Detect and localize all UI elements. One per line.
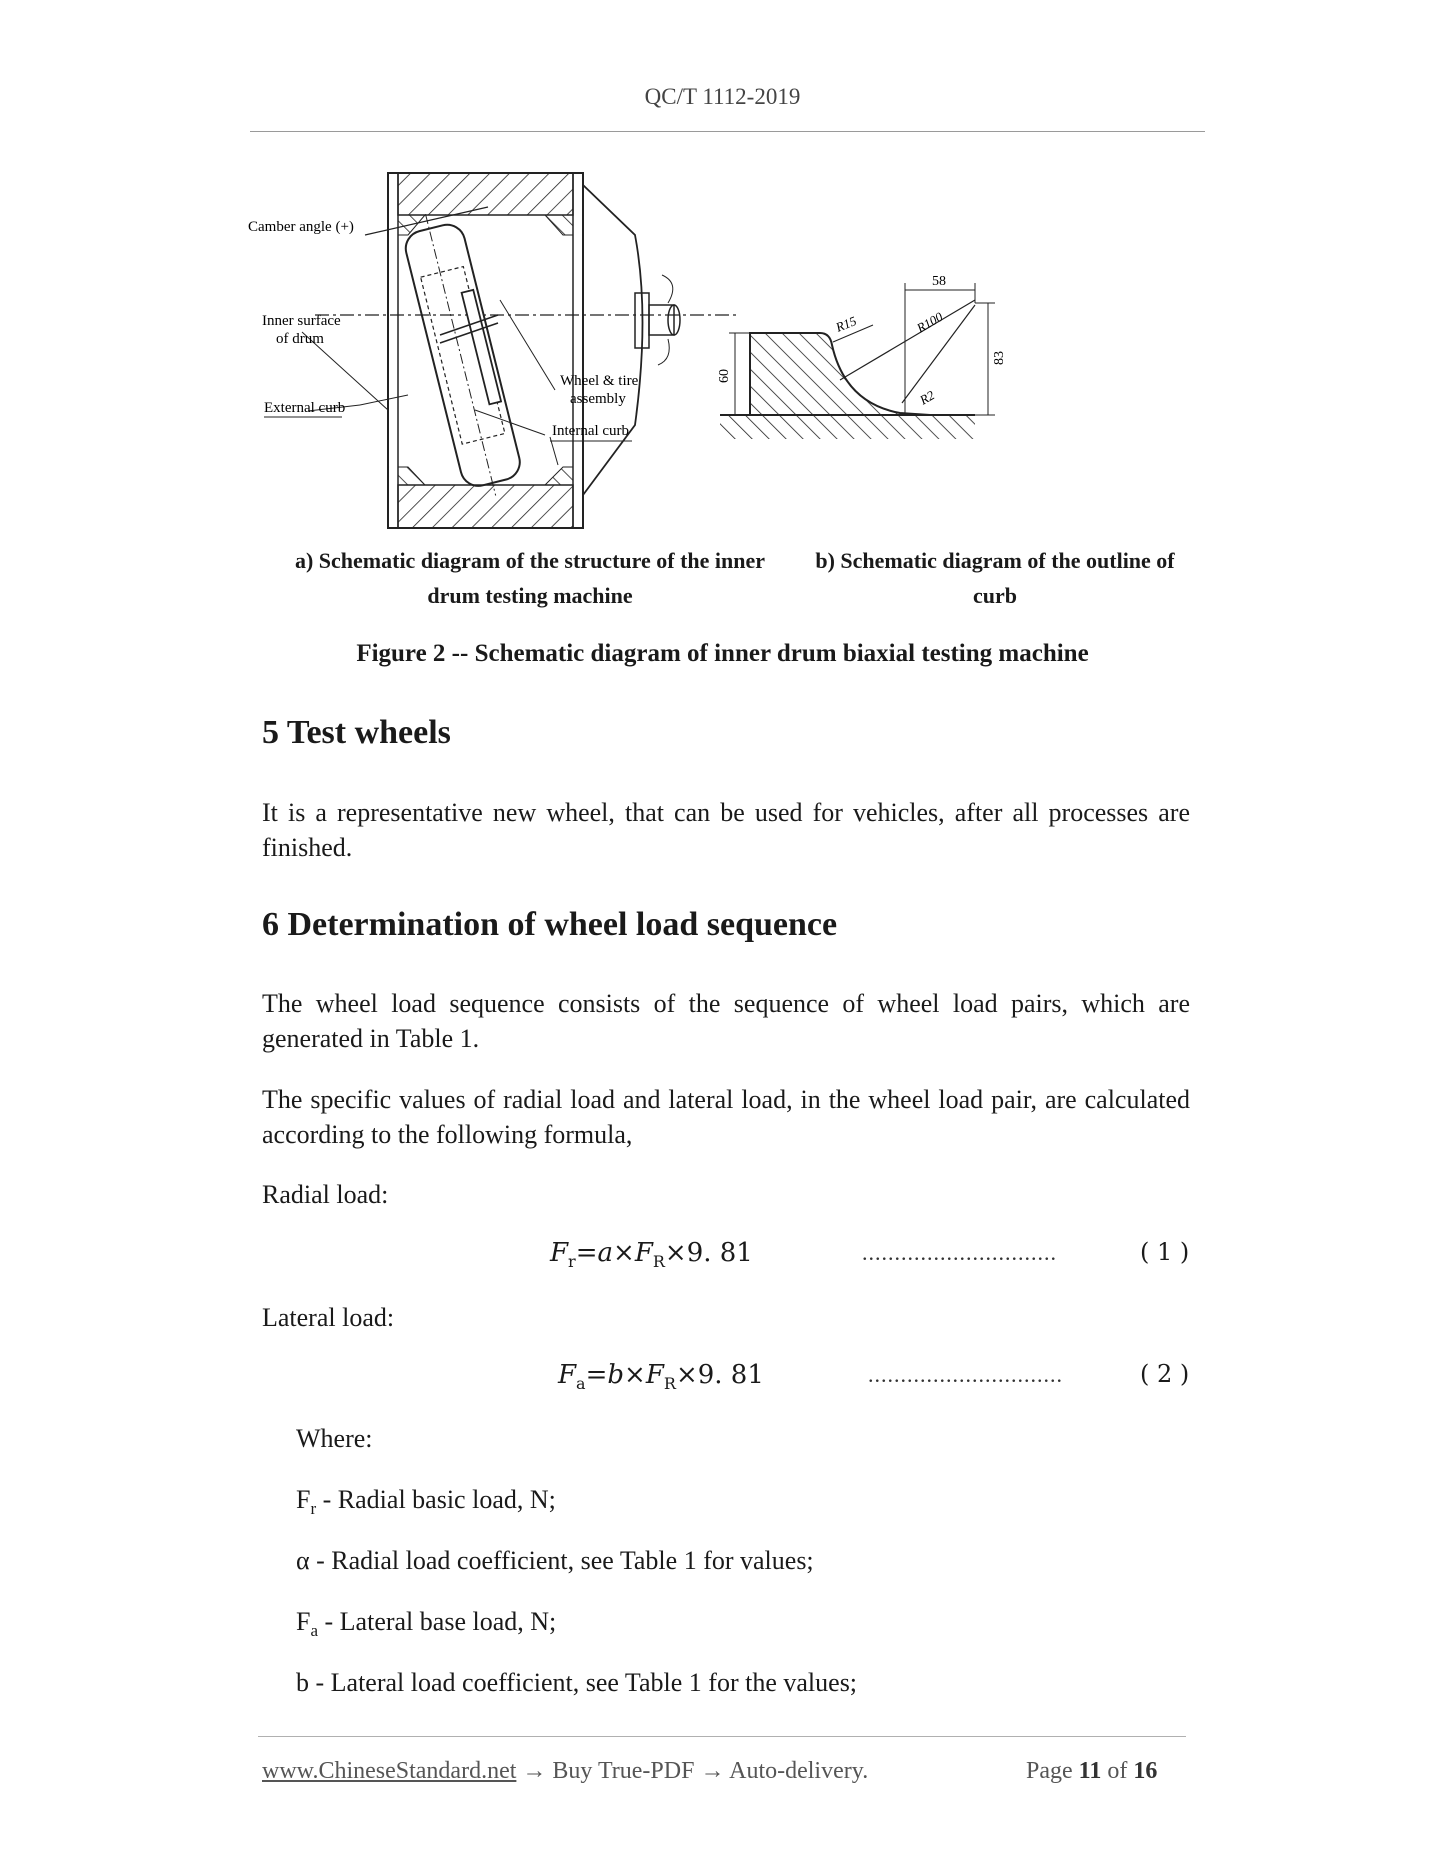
caption-b (795, 543, 1195, 613)
figure-title: Figure 2 -- Schematic diagram of inner drum biaxial testing machine (356, 640, 1089, 667)
figure-drawing (240, 165, 1200, 540)
definition-item: $F_r$ - Radial basic load, N; (296, 1485, 556, 1519)
footer-rule (258, 1736, 1186, 1737)
radial-load-label: Radial load: (262, 1180, 389, 1209)
definition-item: α - Radial load coefficient, see Table 1 for values; (296, 1546, 814, 1575)
where-label: Where: (296, 1424, 373, 1453)
r2-label: R2 (917, 387, 938, 408)
equation-2-leader: .............................. (868, 1362, 1063, 1387)
caption-b-line1: b) Schematic diagram of the outline of (815, 548, 1175, 573)
external-curb-label: External curb (264, 400, 346, 416)
equation-2-number: ( 2 ) (1140, 1360, 1190, 1388)
total-pages: 16 (1133, 1758, 1158, 1784)
site-link[interactable]: www.ChineseStandard.net (262, 1758, 517, 1784)
header-rule (250, 131, 1205, 132)
dim-60-label: 60 (717, 369, 732, 383)
wheel-tire-label-1: Wheel & tire (560, 373, 639, 389)
promo-text: → Buy True-PDF → Auto-delivery. (516, 1758, 869, 1784)
page-indicator: Page 11 of 16 (1026, 1758, 1158, 1784)
current-page: 11 (1078, 1758, 1102, 1784)
inner-surface-label-2: of drum (276, 331, 324, 347)
equation-1-leader: .............................. (862, 1240, 1057, 1265)
wheel-tire-label-2: assembly (570, 391, 626, 407)
camber-angle-label: Camber angle (+) (248, 219, 354, 235)
caption-a-line1: a) Schematic diagram of the structure of the inner (294, 548, 766, 573)
definition-item: b - Lateral load coefficient, see Table 1 for the values; (296, 1668, 858, 1697)
inner-surface-label-1: Inner surface (262, 313, 341, 329)
drum-assembly (302, 173, 740, 528)
definition-item: $F_a$ - Lateral base load, N; (296, 1607, 557, 1641)
caption-a-line2: drum testing machine (427, 583, 633, 608)
equation-1-number: ( 1 ) (1140, 1238, 1190, 1266)
lateral-load-label: Lateral load: (262, 1303, 395, 1332)
internal-curb-label: Internal curb (552, 423, 630, 439)
section-5-heading: 5 Test wheels (262, 714, 451, 751)
section-5-text: It is a representative new wheel, that can be used for vehicles, after all processes are finished. (262, 798, 1190, 862)
section-6-heading: 6 Determination of wheel load sequence (262, 906, 838, 943)
caption-a (270, 543, 790, 613)
footer-promo (262, 1758, 868, 1785)
document-id-header: QC/T 1112-2019 (644, 84, 801, 109)
figure-2 (240, 165, 1200, 540)
r15-label: R15 (833, 313, 859, 335)
equation-2: $F_a=b\times F_R\times 9$. 81 (558, 1360, 764, 1394)
section-6-para2: The specific values of radial load and lateral load, in the wheel load pair, are calculated according to the following formula, (262, 1085, 1190, 1149)
caption-b-line2: curb (973, 583, 1017, 608)
dim-58-label: 58 (932, 274, 946, 289)
equation-1: $F_r=a\times F_R\times 9$. 81 (550, 1238, 753, 1272)
section-6-para1: The wheel load sequence consists of the sequence of wheel load pairs, which are generated in Table 1. (262, 989, 1190, 1053)
r100-label: R100 (914, 308, 946, 336)
curb-outline (720, 283, 995, 439)
dim-83-label: 83 (992, 351, 1007, 365)
